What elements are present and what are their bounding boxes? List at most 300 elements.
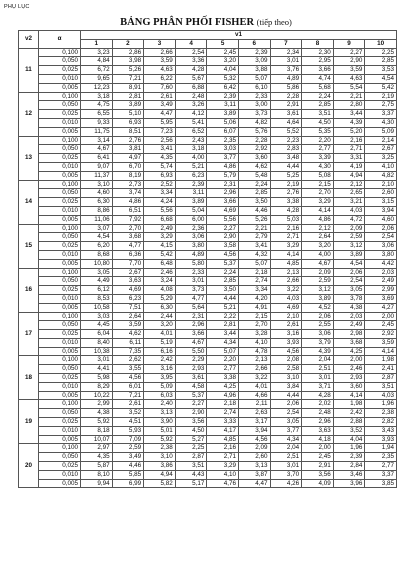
value-cell: 3,49 [112,453,144,462]
value-cell: 2,62 [112,356,144,365]
alpha-cell: 0,005 [39,259,81,268]
value-cell: 11,37 [81,171,113,180]
value-cell: 2,14 [365,136,397,145]
value-cell: 2,38 [365,409,397,418]
value-cell: 4,41 [81,365,113,374]
value-cell: 4,30 [302,162,334,171]
value-cell: 3,31 [333,154,365,163]
value-cell: 2,65 [333,189,365,198]
value-cell: 6,68 [144,215,176,224]
value-cell: 2,39 [333,453,365,462]
value-cell: 5,50 [175,347,207,356]
value-cell: 2,61 [144,92,176,101]
alpha-cell: 0,005 [39,435,81,444]
value-cell: 2,19 [270,180,302,189]
value-cell: 2,45 [365,321,397,330]
value-cell: 2,70 [112,224,144,233]
value-cell: 7,70 [112,259,144,268]
value-cell: 4,67 [175,338,207,347]
value-cell: 5,92 [81,418,113,427]
value-cell: 8,40 [81,338,113,347]
value-cell: 4,04 [207,66,239,75]
value-cell: 6,11 [112,338,144,347]
value-cell: 8,53 [81,294,113,303]
value-cell: 4,84 [81,57,113,66]
value-cell: 5,64 [175,303,207,312]
value-cell: 3,01 [81,356,113,365]
value-cell: 3,66 [207,198,239,207]
value-cell: 2,59 [302,277,334,286]
value-cell: 2,00 [365,312,397,321]
alpha-cell: 0,005 [39,347,81,356]
alpha-cell: 0,025 [39,242,81,251]
value-cell: 3,15 [365,198,397,207]
value-cell: 3,50 [207,286,239,295]
table-row [19,198,397,207]
value-cell: 6,04 [81,330,113,339]
value-cell: 6,01 [112,382,144,391]
value-cell: 2,03 [365,268,397,277]
value-cell: 2,20 [302,136,334,145]
value-cell: 2,54 [270,409,302,418]
value-cell: 2,88 [333,418,365,427]
v1-header-cell: 8 [302,39,334,48]
value-cell: 5,54 [333,83,365,92]
v1-header-cell: 1 [81,39,113,48]
value-cell: 3,36 [175,57,207,66]
value-cell: 3,69 [365,294,397,303]
value-cell: 3,71 [302,382,334,391]
value-cell: 5,37 [175,391,207,400]
value-cell: 2,93 [175,365,207,374]
value-cell: 3,12 [302,286,334,295]
value-cell: 3,66 [302,66,334,75]
col-header-v2: v2 [19,31,39,49]
alpha-cell: 0,100 [39,180,81,189]
table-row [19,242,397,251]
table-row [19,259,397,268]
value-cell: 5,26 [238,215,270,224]
value-cell: 2,22 [207,312,239,321]
value-cell: 3,52 [333,426,365,435]
value-cell: 8,51 [112,127,144,136]
value-cell: 2,16 [207,444,239,453]
v1-header-cell: 9 [333,39,365,48]
value-cell: 2,06 [302,312,334,321]
value-cell: 12,23 [81,83,113,92]
value-cell: 5,93 [112,426,144,435]
alpha-cell: 0,005 [39,479,81,488]
value-cell: 4,14 [365,347,397,356]
value-cell: 4,19 [333,162,365,171]
value-cell: 7,21 [112,391,144,400]
value-cell: 2,49 [365,277,397,286]
table-row [19,171,397,180]
alpha-cell: 0,005 [39,171,81,180]
value-cell: 3,74 [112,189,144,198]
alpha-cell: 0,005 [39,303,81,312]
table-row [19,312,397,321]
value-cell: 2,81 [207,321,239,330]
v1-header-cell: 10 [365,39,397,48]
value-cell: 3,61 [175,374,207,383]
value-cell: 4,47 [144,110,176,119]
value-cell: 4,44 [207,294,239,303]
value-cell: 2,43 [175,136,207,145]
fisher-table [18,30,397,488]
alpha-cell: 0,100 [39,444,81,453]
value-cell: 6,23 [175,171,207,180]
value-cell: 2,74 [238,277,270,286]
value-cell: 4,28 [302,391,334,400]
value-cell: 3,09 [238,57,270,66]
value-cell: 4,03 [365,391,397,400]
value-cell: 2,44 [144,312,176,321]
value-cell: 5,95 [144,118,176,127]
value-cell: 4,10 [207,470,239,479]
value-cell: 3,18 [175,145,207,154]
value-cell: 3,93 [365,435,397,444]
alpha-cell: 0,010 [39,470,81,479]
value-cell: 9,65 [81,74,113,83]
value-cell: 2,98 [333,330,365,339]
table-row [19,294,397,303]
value-cell: 3,03 [81,312,113,321]
table-row [19,418,397,427]
value-cell: 3,26 [175,101,207,110]
value-cell: 3,38 [207,374,239,383]
value-cell: 4,97 [112,154,144,163]
value-cell: 5,01 [144,426,176,435]
value-cell: 2,92 [365,330,397,339]
table-row [19,110,397,119]
value-cell: 2,36 [175,224,207,233]
value-cell: 2,60 [365,189,397,198]
alpha-cell: 0,010 [39,382,81,391]
value-cell: 3,66 [175,330,207,339]
value-cell: 2,02 [302,400,334,409]
value-cell: 3,61 [270,110,302,119]
value-cell: 3,20 [207,57,239,66]
value-cell: 4,77 [175,294,207,303]
value-cell: 3,11 [207,101,239,110]
value-cell: 4,45 [81,321,113,330]
value-cell: 6,00 [175,215,207,224]
value-cell: 3,94 [365,206,397,215]
value-cell: 4,39 [302,347,334,356]
value-cell: 2,63 [238,409,270,418]
value-cell: 5,87 [81,462,113,471]
value-cell: 4,49 [81,277,113,286]
value-cell: 4,66 [238,391,270,400]
value-cell: 2,66 [238,365,270,374]
value-cell: 3,37 [365,470,397,479]
alpha-cell: 0,005 [39,215,81,224]
alpha-cell: 0,050 [39,145,81,154]
value-cell: 2,46 [333,365,365,374]
value-cell: 5,07 [238,259,270,268]
value-cell: 5,21 [207,303,239,312]
value-cell: 2,99 [365,286,397,295]
value-cell: 5,09 [365,127,397,136]
alpha-cell: 0,025 [39,198,81,207]
v2-cell: 16 [19,268,39,312]
alpha-cell: 0,025 [39,462,81,471]
value-cell: 2,92 [238,145,270,154]
alpha-cell: 0,025 [39,110,81,119]
value-cell: 2,91 [302,462,334,471]
value-cell: 4,44 [270,391,302,400]
alpha-cell: 0,100 [39,48,81,57]
value-cell: 3,17 [238,418,270,427]
value-cell: 3,86 [144,462,176,471]
value-cell: 4,75 [81,101,113,110]
value-cell: 2,25 [175,444,207,453]
table-row [19,224,397,233]
table-row [19,303,397,312]
value-cell: 4,54 [333,259,365,268]
value-cell: 1,98 [365,356,397,365]
value-cell: 4,85 [207,435,239,444]
table-row [19,470,397,479]
value-cell: 2,85 [365,57,397,66]
value-cell: 3,63 [302,426,334,435]
value-cell: 4,08 [144,286,176,295]
v2-cell: 14 [19,180,39,224]
value-cell: 6,16 [144,347,176,356]
value-cell: 5,56 [207,215,239,224]
alpha-cell: 0,005 [39,127,81,136]
alpha-cell: 0,010 [39,162,81,171]
value-cell: 3,60 [238,154,270,163]
value-cell: 3,46 [333,470,365,479]
col-header-v1: v1 [81,31,397,40]
title-text: BẢNG PHÂN PHỐI FISHER [120,17,255,28]
value-cell: 2,64 [302,233,334,242]
alpha-cell: 0,050 [39,233,81,242]
value-cell: 3,37 [365,110,397,119]
v2-cell: 20 [19,444,39,488]
value-cell: 6,93 [112,118,144,127]
value-cell: 5,29 [144,294,176,303]
alpha-cell: 0,025 [39,418,81,427]
alpha-cell: 0,100 [39,268,81,277]
value-cell: 3,29 [207,462,239,471]
value-cell: 3,68 [112,233,144,242]
value-cell: 2,33 [175,268,207,277]
value-cell: 3,77 [270,426,302,435]
table-row [19,435,397,444]
value-cell: 6,30 [144,303,176,312]
value-cell: 3,48 [270,154,302,163]
value-cell: 3,63 [112,277,144,286]
value-cell: 3,55 [112,365,144,374]
value-cell: 4,47 [238,479,270,488]
value-cell: 5,42 [144,250,176,259]
value-cell: 2,33 [238,92,270,101]
value-cell: 5,20 [333,127,365,136]
table-row [19,338,397,347]
value-cell: 3,34 [144,189,176,198]
value-cell: 2,59 [333,233,365,242]
alpha-cell: 0,050 [39,277,81,286]
value-cell: 4,10 [238,338,270,347]
value-cell: 3,96 [333,479,365,488]
value-cell: 6,42 [207,83,239,92]
table-row [19,215,397,224]
value-cell: 4,54 [365,74,397,83]
table-row [19,286,397,295]
value-cell: 3,51 [365,382,397,391]
v1-header-cell: 6 [238,39,270,48]
value-cell: 5,04 [175,206,207,215]
alpha-cell: 0,005 [39,391,81,400]
value-cell: 2,42 [333,409,365,418]
value-cell: 4,89 [175,250,207,259]
value-cell: 2,18 [207,400,239,409]
value-cell: 4,62 [238,162,270,171]
value-cell: 4,43 [175,470,207,479]
alpha-cell: 0,050 [39,409,81,418]
value-cell: 6,30 [81,198,113,207]
value-cell: 2,06 [270,400,302,409]
value-cell: 4,63 [144,66,176,75]
value-cell: 2,04 [302,356,334,365]
table-row [19,347,397,356]
alpha-cell: 0,100 [39,136,81,145]
value-cell: 3,49 [144,101,176,110]
value-cell: 4,51 [112,418,144,427]
value-cell: 2,20 [207,356,239,365]
value-cell: 3,10 [81,180,113,189]
value-cell: 2,25 [365,48,397,57]
value-cell: 4,38 [333,303,365,312]
value-cell: 4,46 [238,206,270,215]
value-cell: 4,50 [302,118,334,127]
value-cell: 2,55 [302,321,334,330]
value-cell: 2,23 [270,136,302,145]
value-cell: 5,25 [270,171,302,180]
value-cell: 3,81 [112,145,144,154]
value-cell: 2,70 [238,321,270,330]
value-cell: 5,76 [238,127,270,136]
value-cell: 8,10 [81,470,113,479]
value-cell: 8,19 [112,171,144,180]
value-cell: 3,73 [238,110,270,119]
value-cell: 3,38 [270,198,302,207]
value-cell: 2,71 [333,145,365,154]
value-cell: 2,10 [270,312,302,321]
value-cell: 5,98 [81,374,113,383]
alpha-cell: 0,025 [39,286,81,295]
value-cell: 4,39 [333,118,365,127]
value-cell: 2,76 [112,136,144,145]
value-cell: 5,26 [112,66,144,75]
value-cell: 2,90 [175,409,207,418]
table-row [19,462,397,471]
value-cell: 2,58 [270,365,302,374]
value-cell: 2,29 [175,356,207,365]
alpha-cell: 0,050 [39,453,81,462]
value-cell: 2,71 [270,233,302,242]
value-cell: 4,01 [144,330,176,339]
value-cell: 4,56 [207,250,239,259]
value-cell: 4,14 [302,206,334,215]
value-cell: 3,85 [365,479,397,488]
value-cell: 4,58 [175,382,207,391]
value-cell: 3,16 [144,365,176,374]
value-cell: 2,00 [333,356,365,365]
value-cell: 2,38 [144,444,176,453]
v2-cell: 12 [19,92,39,136]
value-cell: 3,52 [112,409,144,418]
value-cell: 3,41 [144,145,176,154]
value-cell: 3,89 [333,250,365,259]
value-cell: 4,14 [333,391,365,400]
value-cell: 6,55 [81,110,113,119]
value-cell: 1,96 [365,400,397,409]
value-cell: 7,60 [144,83,176,92]
value-cell: 5,10 [112,110,144,119]
value-cell: 3,50 [238,198,270,207]
value-cell: 2,34 [270,48,302,57]
value-cell: 2,46 [144,268,176,277]
value-cell: 4,94 [333,171,365,180]
value-cell: 2,90 [333,57,365,66]
alpha-cell: 0,010 [39,338,81,347]
v1-header-cell: 5 [207,39,239,48]
value-cell: 3,12 [333,242,365,251]
value-cell: 4,56 [238,435,270,444]
value-cell: 4,69 [112,286,144,295]
value-cell: 4,56 [270,347,302,356]
value-cell: 3,80 [175,242,207,251]
value-cell: 3,28 [238,330,270,339]
value-cell: 3,87 [238,470,270,479]
value-cell: 2,70 [302,189,334,198]
value-cell: 4,25 [333,347,365,356]
value-cell: 9,94 [81,479,113,488]
value-cell: 2,15 [302,180,334,189]
value-cell: 4,01 [238,382,270,391]
alpha-cell: 0,010 [39,206,81,215]
value-cell: 4,03 [270,294,302,303]
value-cell: 4,28 [175,66,207,75]
value-cell: 3,16 [270,330,302,339]
value-cell: 3,41 [238,242,270,251]
table-row [19,101,397,110]
value-cell: 6,52 [175,127,207,136]
value-cell: 2,85 [238,189,270,198]
table-row [19,374,397,383]
value-cell: 7,09 [112,435,144,444]
alpha-cell: 0,010 [39,294,81,303]
value-cell: 3,89 [175,198,207,207]
value-cell: 11,75 [81,127,113,136]
value-cell: 3,90 [144,418,176,427]
value-cell: 4,35 [144,154,176,163]
value-cell: 4,96 [207,391,239,400]
value-cell: 4,26 [270,479,302,488]
value-cell: 8,86 [81,206,113,215]
value-cell: 4,63 [333,74,365,83]
v1-header-cell: 3 [144,39,176,48]
value-cell: 4,15 [144,242,176,251]
value-cell: 2,99 [81,400,113,409]
value-cell: 2,39 [238,48,270,57]
value-cell: 3,70 [270,470,302,479]
v2-cell: 13 [19,136,39,180]
